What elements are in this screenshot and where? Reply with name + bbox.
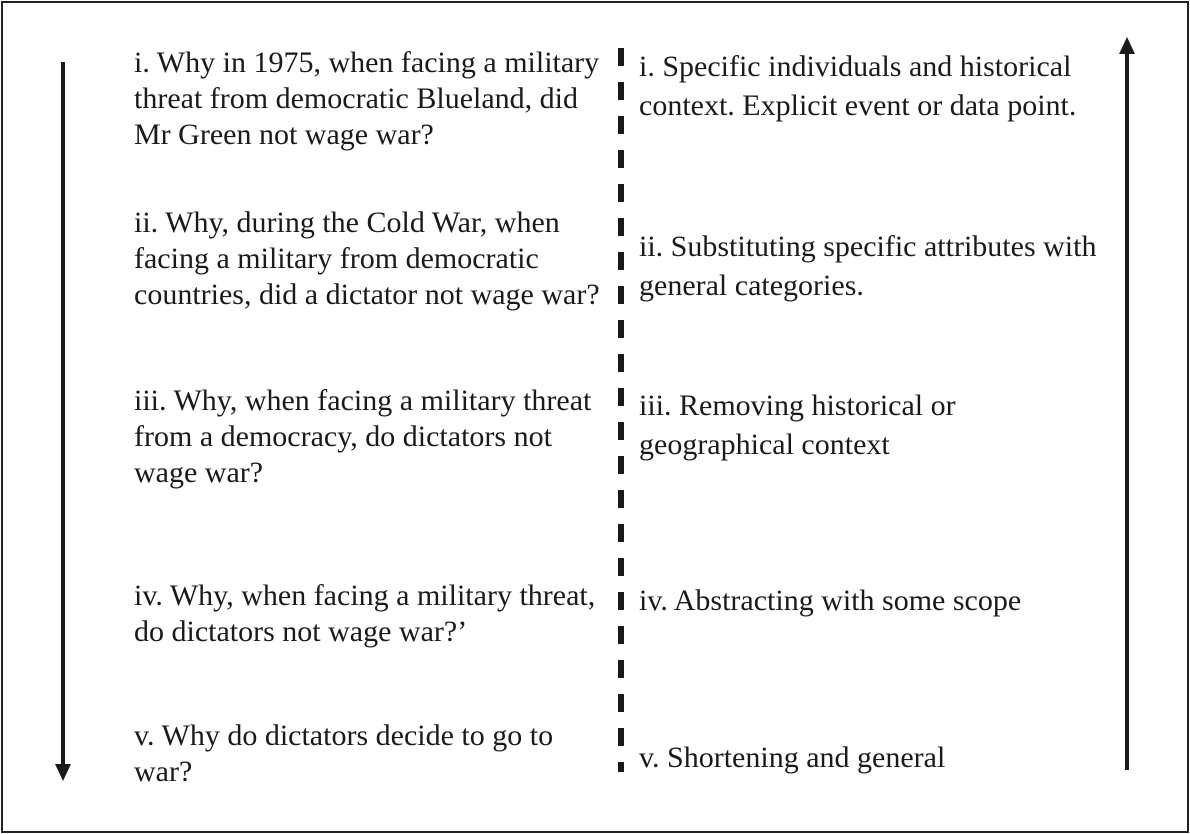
question-1: i. Why in 1975, when facing a military threat from democratic Blueland, did Mr Green not wage war? <box>134 46 600 151</box>
description-2: ii. Substituting specific attributes with general categories. <box>639 230 1097 302</box>
question-3: iii. Why, when facing a military threat from a democracy, do dictators not wage war? <box>134 384 592 489</box>
description-3: iii. Removing historical or geographical context <box>639 389 956 461</box>
up-arrow-icon <box>1119 37 1135 770</box>
description-4: iv. Abstracting with some scope <box>639 584 1022 617</box>
description-5: v. Shortening and general <box>639 741 946 774</box>
down-arrow-icon <box>55 62 71 781</box>
question-2: ii. Why, during the Cold War, when facing a military from democratic countries, did a dictator not wage war? <box>134 206 600 311</box>
question-5: v. Why do dictators decide to go to war? <box>134 719 554 788</box>
description-1: i. Specific individuals and historical context. Explicit event or data point. <box>639 50 1077 122</box>
question-4: iv. Why, when facing a military threat, do dictators not wage war?’ <box>134 579 596 648</box>
